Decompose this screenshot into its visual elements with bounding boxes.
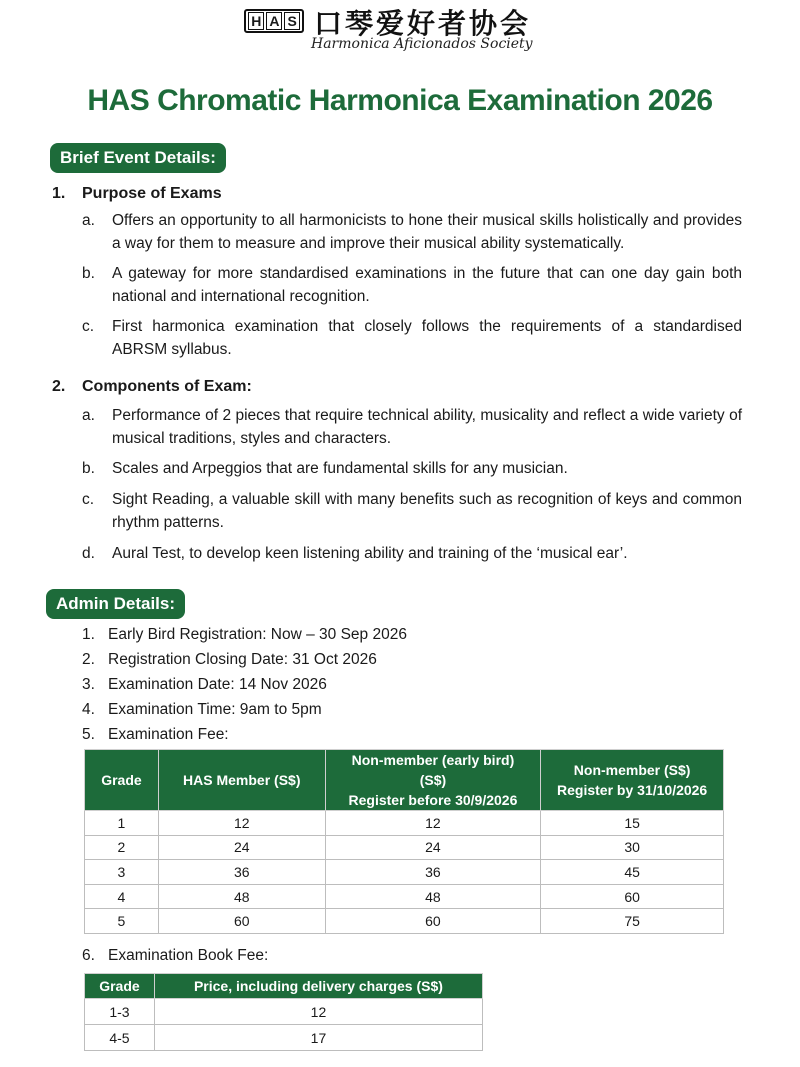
table-cell: 45 xyxy=(541,860,724,885)
admin-item-text: Early Bird Registration: Now – 30 Sep 2026 xyxy=(108,626,407,643)
examination-fee-table xyxy=(84,749,724,934)
section-heading-components xyxy=(52,378,252,396)
admin-item xyxy=(82,725,229,745)
table-row xyxy=(85,884,724,909)
logo-letter: H xyxy=(248,12,264,30)
table-row xyxy=(85,909,724,934)
admin-item-number: 1. xyxy=(82,626,95,643)
item-text: Scales and Arpeggios that are fundamental skills for any musician. xyxy=(112,460,568,477)
table-cell: 17 xyxy=(154,1025,482,1051)
logo-letter: A xyxy=(266,12,282,30)
item-text: Performance of 2 pieces that require technical ability, musicality and reflect a wide variety of musical traditions, styles and characters. xyxy=(112,407,742,447)
column-header: Price, including delivery charges (S$) xyxy=(154,974,482,999)
item-letter: d. xyxy=(82,545,95,562)
header xyxy=(0,0,800,60)
list-item xyxy=(82,457,742,480)
table-row xyxy=(85,811,724,836)
item-text: Aural Test, to develop keen listening ability and training of the ‘musical ear’. xyxy=(112,545,628,562)
admin-item-number: 3. xyxy=(82,676,95,693)
admin-item xyxy=(82,650,377,670)
table-header-row xyxy=(85,750,724,811)
admin-item-number: 4. xyxy=(82,701,95,718)
table-cell: 48 xyxy=(325,884,541,909)
table-cell: 60 xyxy=(541,884,724,909)
admin-item-text: Examination Book Fee: xyxy=(108,947,269,964)
admin-item-number: 2. xyxy=(82,651,95,668)
examination-book-fee-table xyxy=(84,973,483,1051)
admin-item-number: 6. xyxy=(82,947,95,964)
admin-item xyxy=(82,625,407,645)
column-header: Non-member (S$) Register by 31/10/2026 xyxy=(541,750,724,811)
list-item xyxy=(82,262,742,308)
list-item xyxy=(82,488,742,534)
list-item xyxy=(82,209,742,255)
section-title: Components of Exam: xyxy=(82,378,252,395)
table-cell: 12 xyxy=(325,811,541,836)
page-title: HAS Chromatic Harmonica Examination 2026 xyxy=(87,84,713,117)
admin-item-text: Examination Date: 14 Nov 2026 xyxy=(108,676,327,693)
column-header: Grade xyxy=(85,750,159,811)
item-text: Offers an opportunity to all harmonicists to hone their musical skills holistically and provides a way for them to measure and improve their musical ability systematically. xyxy=(112,212,742,252)
section-number: 1. xyxy=(52,185,66,202)
column-header: Grade xyxy=(85,974,155,999)
table-cell: 30 xyxy=(541,835,724,860)
admin-item xyxy=(82,700,322,720)
table-cell: 4-5 xyxy=(85,1025,155,1051)
table-cell: 1 xyxy=(85,811,159,836)
item-letter: a. xyxy=(82,407,95,424)
list-item xyxy=(82,542,742,565)
table-cell: 12 xyxy=(158,811,325,836)
brief-event-details-label: Brief Event Details: xyxy=(50,143,226,173)
table-cell: 12 xyxy=(154,999,482,1025)
admin-item xyxy=(82,675,327,695)
table-cell: 3 xyxy=(85,860,159,885)
table-cell: 48 xyxy=(158,884,325,909)
table-cell: 75 xyxy=(541,909,724,934)
admin-item xyxy=(82,946,268,966)
list-item xyxy=(82,404,742,450)
table-cell: 2 xyxy=(85,835,159,860)
table-cell: 5 xyxy=(85,909,159,934)
section-title: Purpose of Exams xyxy=(82,185,222,202)
table-header-row xyxy=(85,974,483,999)
list-item xyxy=(82,315,742,361)
table-cell: 1-3 xyxy=(85,999,155,1025)
item-letter: b. xyxy=(82,265,95,282)
table-row xyxy=(85,835,724,860)
table-cell: 24 xyxy=(158,835,325,860)
item-text: Sight Reading, a valuable skill with many benefits such as recognition of keys and common rhythm patterns. xyxy=(112,491,742,531)
item-letter: c. xyxy=(82,491,95,508)
section-heading-purpose xyxy=(52,185,222,203)
item-text: A gateway for more standardised examinations in the future that can one day gain both national and international recognition. xyxy=(112,265,742,305)
table-cell: 60 xyxy=(158,909,325,934)
society-name-chinese: 口琴爱好者协会 xyxy=(314,7,532,40)
admin-item-text: Registration Closing Date: 31 Oct 2026 xyxy=(108,651,377,668)
table-row xyxy=(85,999,483,1025)
column-header: HAS Member (S$) xyxy=(158,750,325,811)
society-name-english: Harmonica Aficionados Society xyxy=(311,36,533,52)
admin-item-number: 5. xyxy=(82,726,95,743)
table-cell: 36 xyxy=(158,860,325,885)
table-cell: 15 xyxy=(541,811,724,836)
section-number: 2. xyxy=(52,378,66,395)
item-letter: a. xyxy=(82,212,95,229)
table-cell: 24 xyxy=(325,835,541,860)
item-letter: b. xyxy=(82,460,95,477)
table-row xyxy=(85,1025,483,1051)
table-cell: 60 xyxy=(325,909,541,934)
admin-item-text: Examination Time: 9am to 5pm xyxy=(108,701,322,718)
table-row xyxy=(85,860,724,885)
column-header: Non-member (early bird) (S$) Register before 30/9/2026 xyxy=(325,750,541,811)
item-letter: c. xyxy=(82,318,95,335)
admin-item-text: Examination Fee: xyxy=(108,726,229,743)
table-cell: 36 xyxy=(325,860,541,885)
has-logo xyxy=(244,9,304,33)
table-cell: 4 xyxy=(85,884,159,909)
logo-letter: S xyxy=(284,12,299,30)
item-text: First harmonica examination that closely follows the requirements of a standardised ABRSM syllabus. xyxy=(112,318,742,358)
admin-details-label: Admin Details: xyxy=(46,589,185,619)
